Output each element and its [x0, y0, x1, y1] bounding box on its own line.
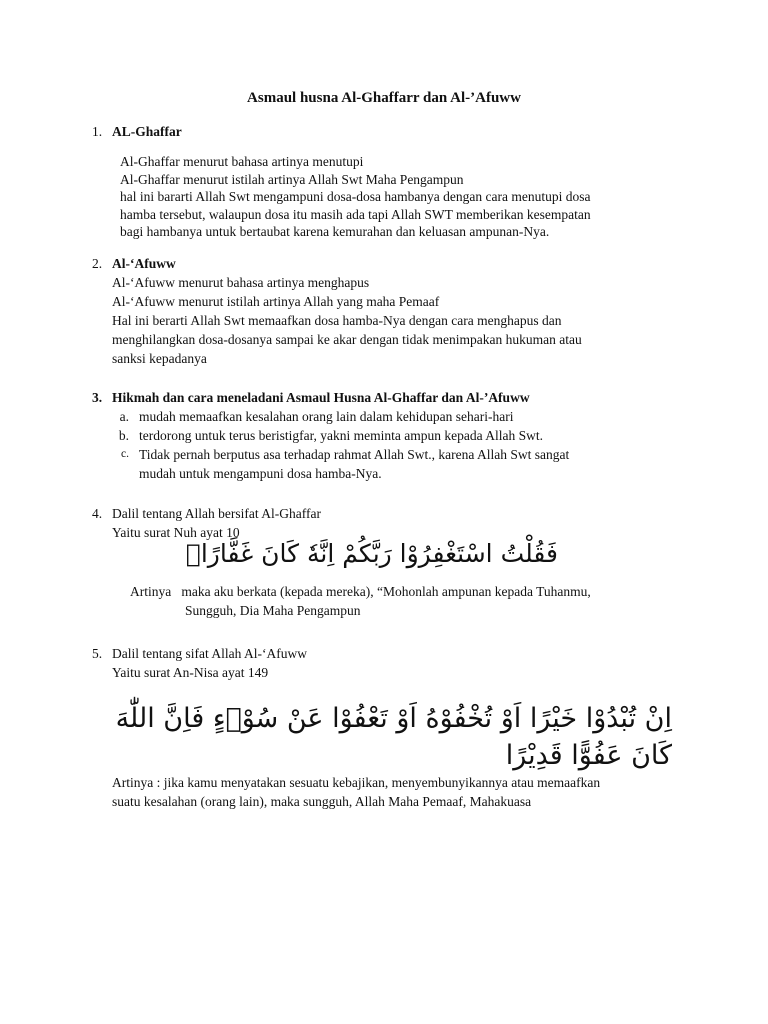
section-number: 2.: [92, 256, 103, 271]
section-al-ghaffar: [92, 122, 692, 241]
translation-text: maka aku berkata (kepada mereka), “Mohonlah ampunan kepada Tuhanmu,: [181, 584, 591, 599]
paragraph-line: Hal ini berarti Allah Swt memaafkan dosa hamba-Nya dengan cara menghapus dan: [112, 313, 562, 328]
section-number: 1.: [92, 124, 103, 139]
section-heading: Dalil tentang sifat Allah Al-‘Afuww: [112, 646, 307, 661]
surah-reference: Yaitu surat Nuh ayat 10: [112, 525, 240, 540]
paragraph-line: Al-Ghaffar menurut istilah artinya Allah Swt Maha Pengampun: [120, 171, 464, 187]
translation-text: Sungguh, Dia Maha Pengampun: [185, 603, 361, 618]
arabic-verse: فَقُلْتُ اسْتَغْفِرُوْا رَبَّكُمْ اِنَّهٗ كَانَ غَفَّارًاۙ: [185, 539, 558, 568]
list-item-text: mudah untuk mengampuni dosa hamba-Nya.: [139, 466, 382, 481]
arabic-verse: اِنْ تُبْدُوْا خَيْرًا اَوْ تُخْفُوْهُ اَوْ تَعْفُوْا عَنْ سُوْۤءٍ فَاِنَّ اللّٰهَ: [115, 703, 672, 734]
translation: [130, 582, 690, 620]
list-item-text: mudah memaafkan kesalahan orang lain dalam kehidupan sehari-hari: [139, 409, 514, 424]
translation-label: Artinya: [130, 584, 172, 599]
list-letter: c.: [121, 448, 129, 460]
paragraph-line: Al-‘Afuww menurut bahasa artinya menghapus: [112, 275, 370, 290]
list-item: [112, 426, 692, 445]
document-title: Asmaul husna Al-Ghaffarr dan Al-’Afuww: [247, 90, 521, 106]
section-al-afuww: [92, 254, 692, 368]
section-body: [92, 273, 692, 368]
section-hikmah: [92, 388, 692, 483]
section-dalil-afuww: [92, 644, 692, 682]
paragraph-line: bagi hambanya untuk bertaubat karena kemurahan dan keluasan ampunan-Nya.: [120, 224, 550, 239]
section-heading: Dalil tentang Allah bersifat Al-Ghaffar: [112, 506, 321, 521]
section-body: [92, 153, 692, 241]
section-heading: Al-‘Afuww: [112, 256, 176, 271]
list-letter: b.: [118, 428, 129, 443]
section-heading: Hikmah dan cara meneladani Asmaul Husna Al-Ghaffar dan Al-’Afuww: [112, 390, 530, 405]
section-heading: AL-Ghaffar: [112, 124, 182, 139]
translation-text: Artinya : jika kamu menyatakan sesuatu kebajikan, menyembunyikannya atau memaafkan: [112, 775, 601, 790]
section-number: 4.: [92, 506, 103, 521]
section-number: 5.: [92, 646, 103, 661]
list-item: [112, 407, 692, 426]
arabic-verse: [112, 737, 672, 775]
section-number: 3.: [92, 390, 103, 405]
list-letter: a.: [119, 409, 129, 424]
paragraph-line: sanksi kepadanya: [112, 351, 207, 366]
surah-reference: Yaitu surat An-Nisa ayat 149: [112, 665, 269, 680]
translation-text: suatu kesalahan (orang lain), maka sungguh, Allah Maha Pemaaf, Mahakuasa: [112, 794, 532, 809]
paragraph-line: hamba tersebut, walaupun dosa itu masih ada tapi Allah SWT memberikan kesempatan: [120, 206, 591, 222]
paragraph-line: hal ini bararti Allah Swt mengampuni dosa-dosa hambanya dengan cara menutupi dosa: [120, 189, 591, 204]
arabic-verse-line: كَانَ عَفُوًّا قَدِيْرًا: [505, 740, 672, 771]
paragraph-line: menghilangkan dosa-dosanya sampai ke akar dengan tidak menimpakan hukuman atau: [112, 332, 582, 347]
list-item-text: Tidak pernah berputus asa terhadap rahmat Allah Swt., karena Allah Swt sangat: [139, 447, 570, 462]
translation: [112, 773, 712, 811]
paragraph-line: Al-‘Afuww menurut istilah artinya Allah yang maha Pemaaf: [112, 294, 440, 309]
list-item-text: terdorong untuk terus beristigfar, yakni meminta ampun kepada Allah Swt.: [139, 428, 543, 443]
paragraph-line: Al-Ghaffar menurut bahasa artinya menutupi: [120, 154, 364, 169]
hikmah-list: [92, 407, 692, 483]
list-item: [112, 445, 692, 483]
